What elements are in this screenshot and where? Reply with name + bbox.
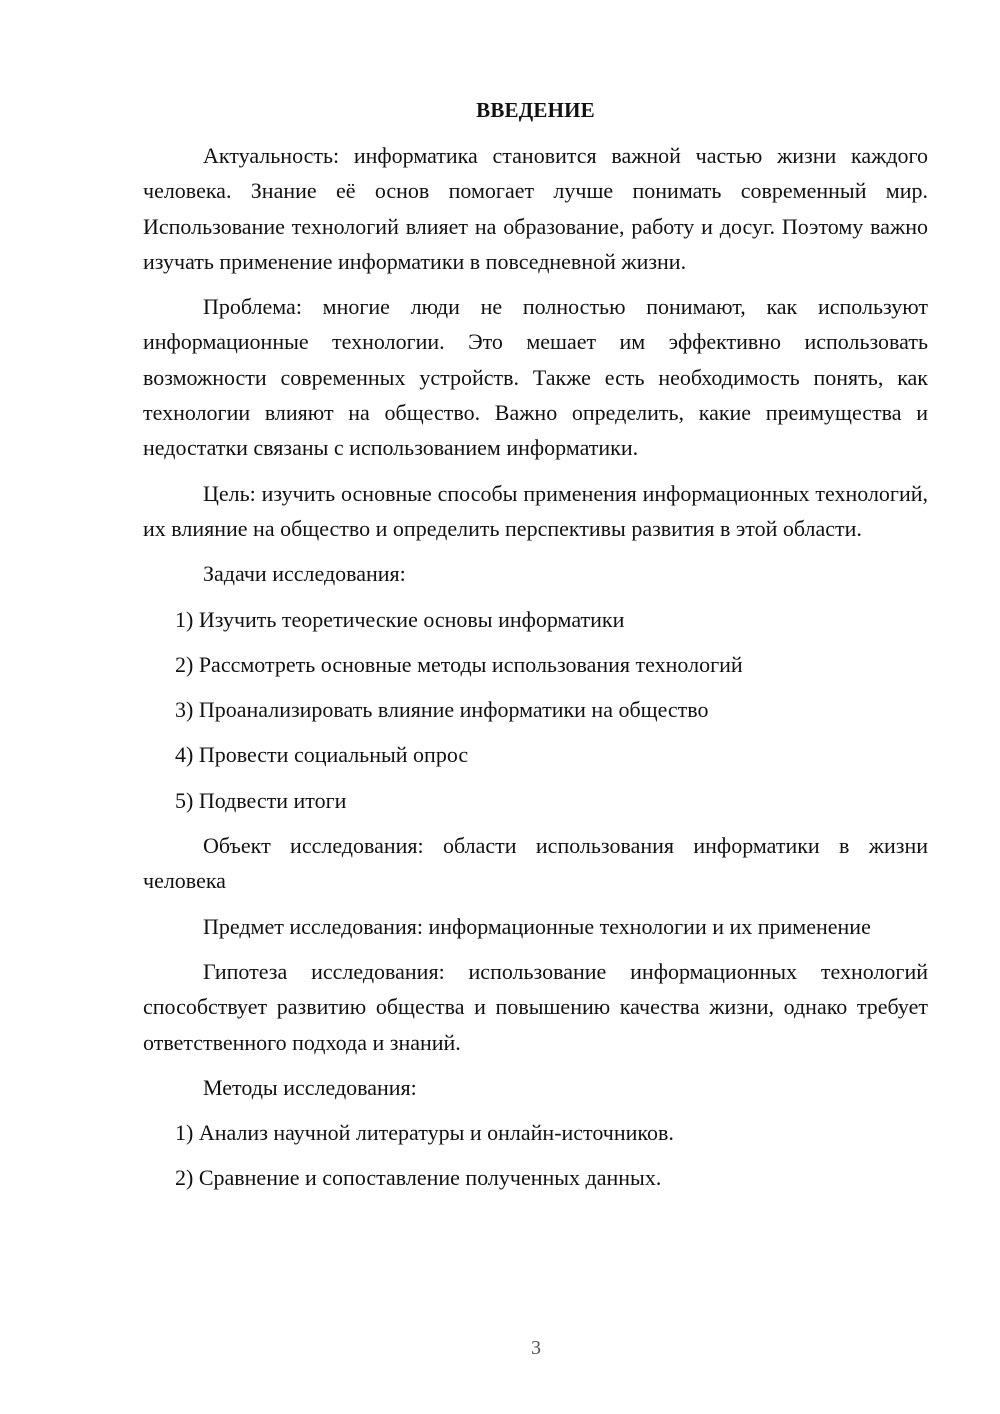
subject-paragraph: Предмет исследования: информационные технологии и их применение (203, 913, 871, 939)
task-item-1: 1) Изучить теоретические основы информатики (175, 606, 625, 632)
relevance-paragraph: Актуальность: информатика становится важной частью жизни каждого человека. Знание её основ помогает лучше понимать современный мир. Использование технологий влияет на образование, работу и досуг. Поэтому важно изучать применение информатики в повседневной жизни. (143, 143, 928, 274)
task-item-5: 5) Подвести итоги (175, 787, 347, 813)
methods-list (143, 1115, 928, 1196)
tasks-heading: Задачи исследования: (203, 561, 406, 587)
goal-paragraph: Цель: изучить основные способы применения информационных технологий, их влияние на общество и определить перспективы развития в этой области. (143, 480, 928, 541)
page-title: ВВЕДЕНИЕ (476, 98, 595, 122)
object-paragraph: Объект исследования: области использования информатики в жизни человека (143, 833, 928, 894)
page-content (143, 94, 928, 1206)
method-item-1: 1) Анализ научной литературы и онлайн-источников. (175, 1120, 674, 1146)
task-item-2: 2) Рассмотреть основные методы использования технологий (175, 651, 743, 677)
page-number: 3 (531, 1337, 541, 1359)
task-item-3: 3) Проанализировать влияние информатики на общество (175, 697, 709, 723)
methods-heading: Методы исследования: (203, 1074, 417, 1100)
method-item-2: 2) Сравнение и сопоставление полученных данных. (175, 1165, 662, 1191)
hypothesis-paragraph: Гипотеза исследования: использование информационных технологий способствует развитию общества и повышению качества жизни, однако требует ответственного подхода и знаний. (143, 958, 928, 1055)
task-item-4: 4) Провести социальный опрос (175, 742, 469, 768)
tasks-list (143, 602, 928, 818)
problem-paragraph: Проблема: многие люди не полностью понимают, как используют информационные технологии. Это мешает им эффективно использовать возможности современных устройств. Также есть необходимость понять, как технологии влияют на общество. Важно определить, какие преимущества и недостатки связаны с использованием информатики. (143, 294, 928, 461)
